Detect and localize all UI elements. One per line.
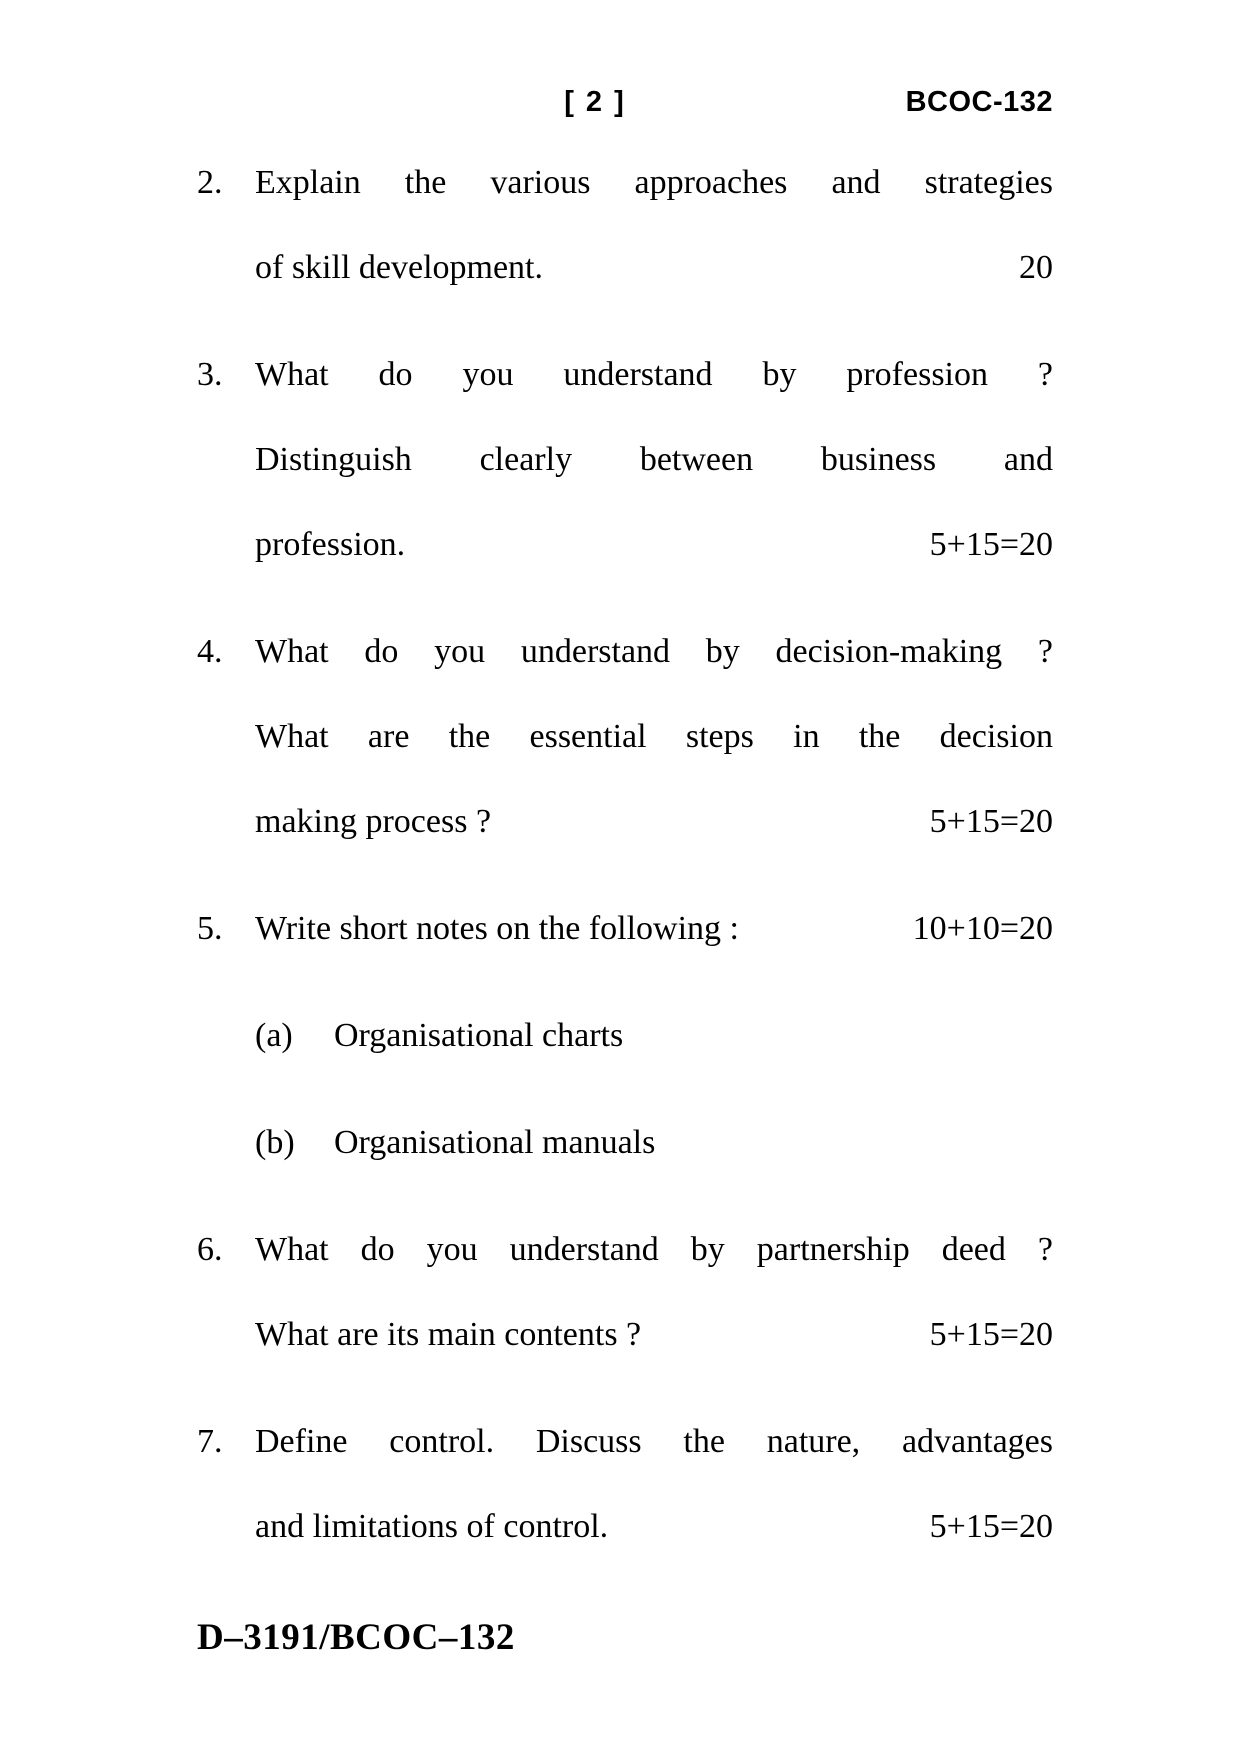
question-2 [197, 140, 1053, 310]
question-5 [197, 886, 1053, 1185]
subitem-marker: (a) [255, 1017, 293, 1054]
course-code: BCOC-132 [905, 86, 1053, 118]
question-text-line: What do you understand by decision-making ? [255, 633, 1053, 670]
question-last-line [255, 502, 1053, 587]
question-4 [197, 609, 1053, 864]
question-body [255, 609, 1053, 864]
page-header [197, 84, 1053, 120]
question-text-line: Explain the various approaches and strategies [255, 164, 1053, 201]
page-number: [ 2 ] [564, 86, 626, 118]
question-text: making process ? [255, 803, 492, 840]
question-text: of skill development. [255, 249, 544, 286]
question-number: 4. [197, 633, 223, 670]
exam-code-footer: D–3191/BCOC–132 [197, 1617, 515, 1658]
question-last-line [255, 886, 1053, 971]
subitem-text: Organisational manuals [334, 1124, 656, 1161]
question-body [255, 1399, 1053, 1569]
question-text: profession. [255, 526, 406, 563]
question-body [255, 140, 1053, 310]
question-text-line: Distinguish clearly between business and [255, 441, 1053, 478]
question-number: 3. [197, 356, 223, 393]
question-last-line [255, 1484, 1053, 1569]
question-body [255, 1207, 1053, 1377]
question-body [255, 886, 1053, 1185]
question-text: and limitations of control. [255, 1508, 609, 1545]
question-number: 7. [197, 1423, 223, 1460]
question-number: 2. [197, 164, 223, 201]
question-text: What are its main contents ? [255, 1316, 642, 1353]
subitem-marker: (b) [255, 1124, 295, 1161]
question-last-line [255, 779, 1053, 864]
question-text-line: Define control. Discuss the nature, advantages [255, 1423, 1053, 1460]
question-last-line [255, 225, 1053, 310]
question-number: 6. [197, 1231, 223, 1268]
question-number: 5. [197, 910, 223, 947]
question-marks: 10+10=20 [912, 910, 1053, 947]
question-marks: 5+15=20 [929, 803, 1053, 840]
question-3 [197, 332, 1053, 587]
subitem-text: Organisational charts [334, 1017, 624, 1054]
question-text-line: What are the essential steps in the decision [255, 718, 1053, 755]
question-body [255, 332, 1053, 587]
question-marks: 5+15=20 [929, 526, 1053, 563]
subitem-a [255, 993, 1053, 1078]
question-marks: 5+15=20 [929, 1508, 1053, 1545]
question-text: Write short notes on the following : [255, 910, 740, 947]
question-marks: 20 [1019, 249, 1053, 286]
question-marks: 5+15=20 [929, 1316, 1053, 1353]
question-text-line: What do you understand by profession ? [255, 356, 1053, 393]
question-7 [197, 1399, 1053, 1569]
question-last-line [255, 1292, 1053, 1377]
subitem-b [255, 1100, 1053, 1185]
questions-list [197, 140, 1053, 1569]
question-6 [197, 1207, 1053, 1377]
question-text-line: What do you understand by partnership deed ? [255, 1231, 1053, 1268]
